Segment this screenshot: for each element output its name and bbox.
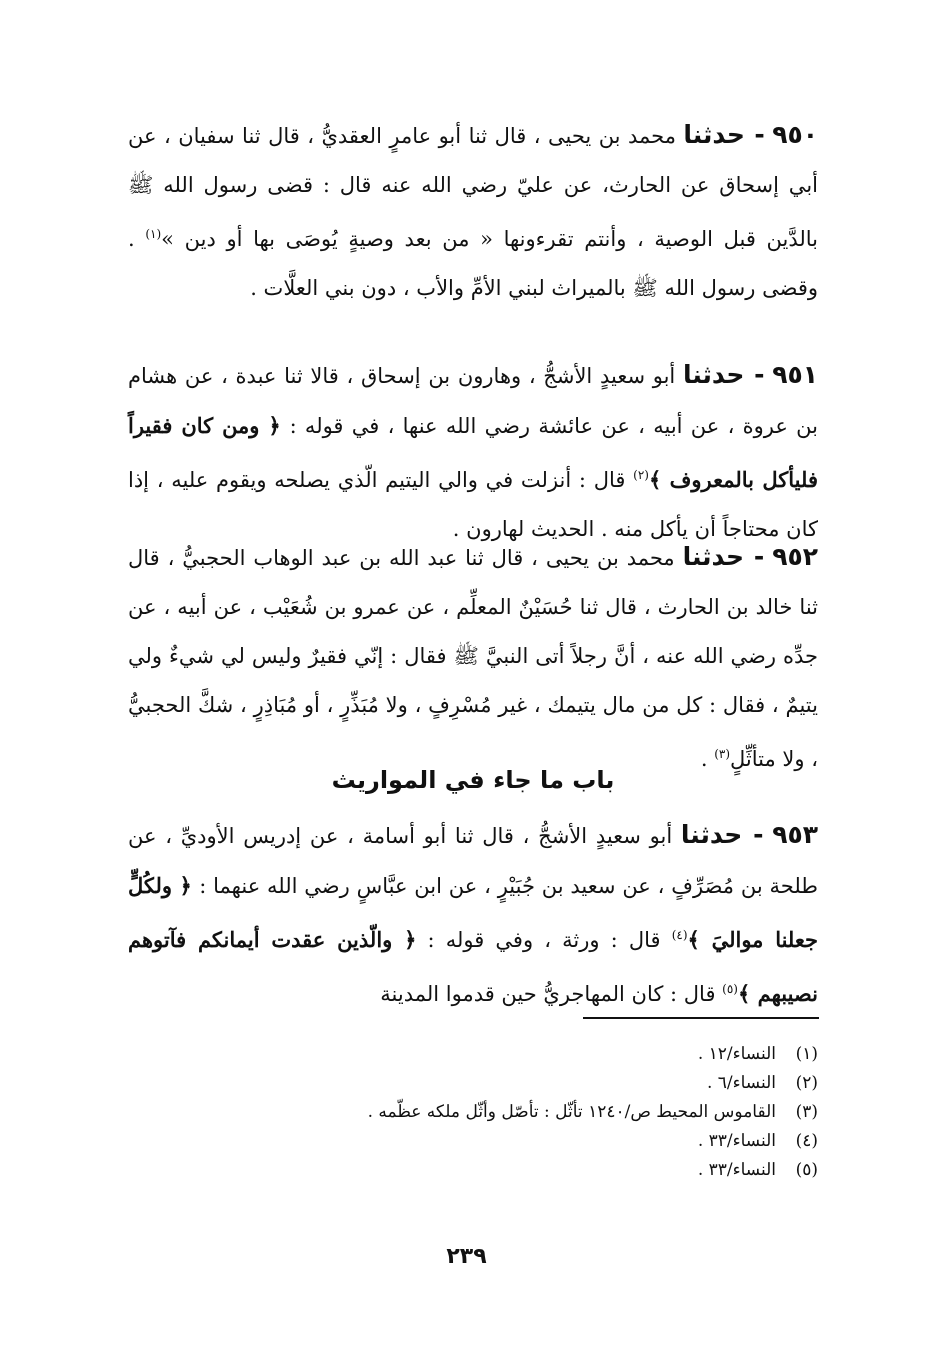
footnote-marker: (٤)	[795, 1131, 818, 1151]
quran-quote: ﴿ ولكُلٍّ جعلنا مواليَ ﴾	[128, 873, 818, 952]
hadith-lead-word: حدثنا	[682, 360, 745, 389]
hadith-lead: - حدثنا	[683, 120, 765, 149]
footnote-marker: (٥)	[795, 1160, 818, 1180]
hadith-lead: - حدثنا	[682, 542, 765, 571]
footnote	[128, 1069, 818, 1098]
footnote-ref: (٤)	[671, 928, 688, 942]
footnote-text: النساء/١٢ .	[697, 1044, 776, 1064]
footnote-ref: (٢)	[633, 468, 649, 482]
footnote-text: القاموس المحيط ص/١٢٤٠ تأثّل : تأصّل وأثّل ملكه عظّمه .	[367, 1102, 776, 1122]
footnote-ref: (١)	[145, 227, 162, 241]
footnote-separator	[583, 1017, 819, 1019]
hadith-text: أبو سعيدٍ الأشجُّ ، وهارون بن إسحاق ، قالا ثنا عبدة ، عن هشام بن عروة ، عن أبيه ، عن عائشة رضي الله عنها ، في قوله :	[128, 364, 818, 438]
hadith-text-after-2: قال : كان المهاجريُّ حين قدموا المدينة	[380, 982, 723, 1006]
footnote	[128, 1098, 818, 1127]
hadith-number: ٩٥٠	[772, 120, 818, 149]
hadith-lead-word: حدثنا	[680, 820, 743, 849]
hadith-text-after: .	[700, 747, 715, 771]
footnote-marker: (٢)	[795, 1073, 818, 1093]
page-number: ٢٣٩	[446, 1244, 487, 1269]
footnote	[128, 1127, 818, 1156]
hadith-951	[128, 350, 818, 554]
hadith-lead: - حدثنا	[682, 360, 765, 389]
footnote-ref-2: (٥)	[722, 982, 738, 996]
footnote-marker: (٣)	[795, 1102, 818, 1122]
chapter-heading: باب ما جاء في المواريث	[331, 766, 615, 794]
hadith-text: محمد بن يحيى ، قال ثنا أبو عامرٍ العقديُّ ، قال ثنا سفيان ، عن أبي إسحاق عن الحارث، عن عليّ رضي الله عنه قال : قضى رسول الله ﷺ بالدَّين قبل الوصية ، وأنتم تقرءونها « من بعد وصيةٍ يُوصَى بها أو دين »	[128, 124, 818, 251]
hadith-lead: - حدثنا	[680, 820, 764, 849]
hadith-text: محمد بن يحيى ، قال ثنا عبد الله بن عبد الوهاب الحجبيُّ ، قال ثنا خالد بن الحارث ، قال ثنا حُسَيْنٌ المعلِّم ، عن عمرو بن شُعَيْب ، عن أبيه ، عن جدِّه رضي الله عنه ، أنَّ رجلاً أتى النبيَّ ﷺ فقال : إنّي فقيرٌ وليس لي شيءٌ ولي يتيمٌ ، فقال : كل من مال يتيمك ، غير مُسْرِفٍ ، ولا مُبَذِّرٍ ، أو مُبَاذِرٍ ، شكَّ الحجبيُّ ، ولا متأثِّلٍ	[128, 546, 818, 771]
hadith-text-after: قال : ورثة ، وفي قوله :	[416, 928, 672, 952]
hadith-lead-word: حدثنا	[682, 542, 745, 571]
quran-quote: ﴿ ومن كان فقيراً فليأكل بالمعروف ﴾	[128, 413, 818, 492]
hadith-953	[128, 810, 818, 1019]
footnote-marker: (١)	[795, 1044, 818, 1064]
hadith-number: ٩٥١	[772, 360, 818, 389]
hadith-number: ٩٥٣	[772, 820, 818, 849]
hadith-950	[128, 110, 818, 313]
hadith-number: ٩٥٢	[772, 542, 818, 571]
hadith-text-after: . وقضى رسول الله ﷺ بالميراث لبني الأمِّ والأب ، دون بني العلَّات .	[128, 227, 818, 300]
hadith-text-after: قال : أنزلت في والي اليتيم الّذي يصلحه ويقوم عليه ، إذا كان محتاجاً أن يأكل منه . الحديث لهارون .	[128, 468, 818, 541]
quran-quote-2: ﴿ والّذين عقدت أيمانكم فآتوهم نصيبهم ﴾	[128, 927, 818, 1006]
hadith-952	[128, 532, 818, 784]
footnote	[128, 1156, 818, 1185]
hadith-lead-word: حدثنا	[683, 120, 745, 149]
footnote-text: النساء/٣٣ .	[697, 1131, 776, 1151]
hadith-text: أبو سعيدٍ الأشجُّ ، قال ثنا أبو أسامة ، عن إدريس الأوديِّ ، عن طلحة بن مُصَرِّفٍ ، عن سعيد بن جُبَيْرٍ ، عن ابن عبَّاسٍ رضي الله عنهما :	[128, 824, 818, 898]
footnote	[128, 1040, 818, 1069]
footnotes-list	[128, 1040, 818, 1185]
footnote-text: النساء/٣٣ .	[697, 1160, 776, 1180]
footnote-text: النساء/٦ .	[706, 1073, 776, 1093]
footnote-ref: (٣)	[714, 747, 731, 761]
